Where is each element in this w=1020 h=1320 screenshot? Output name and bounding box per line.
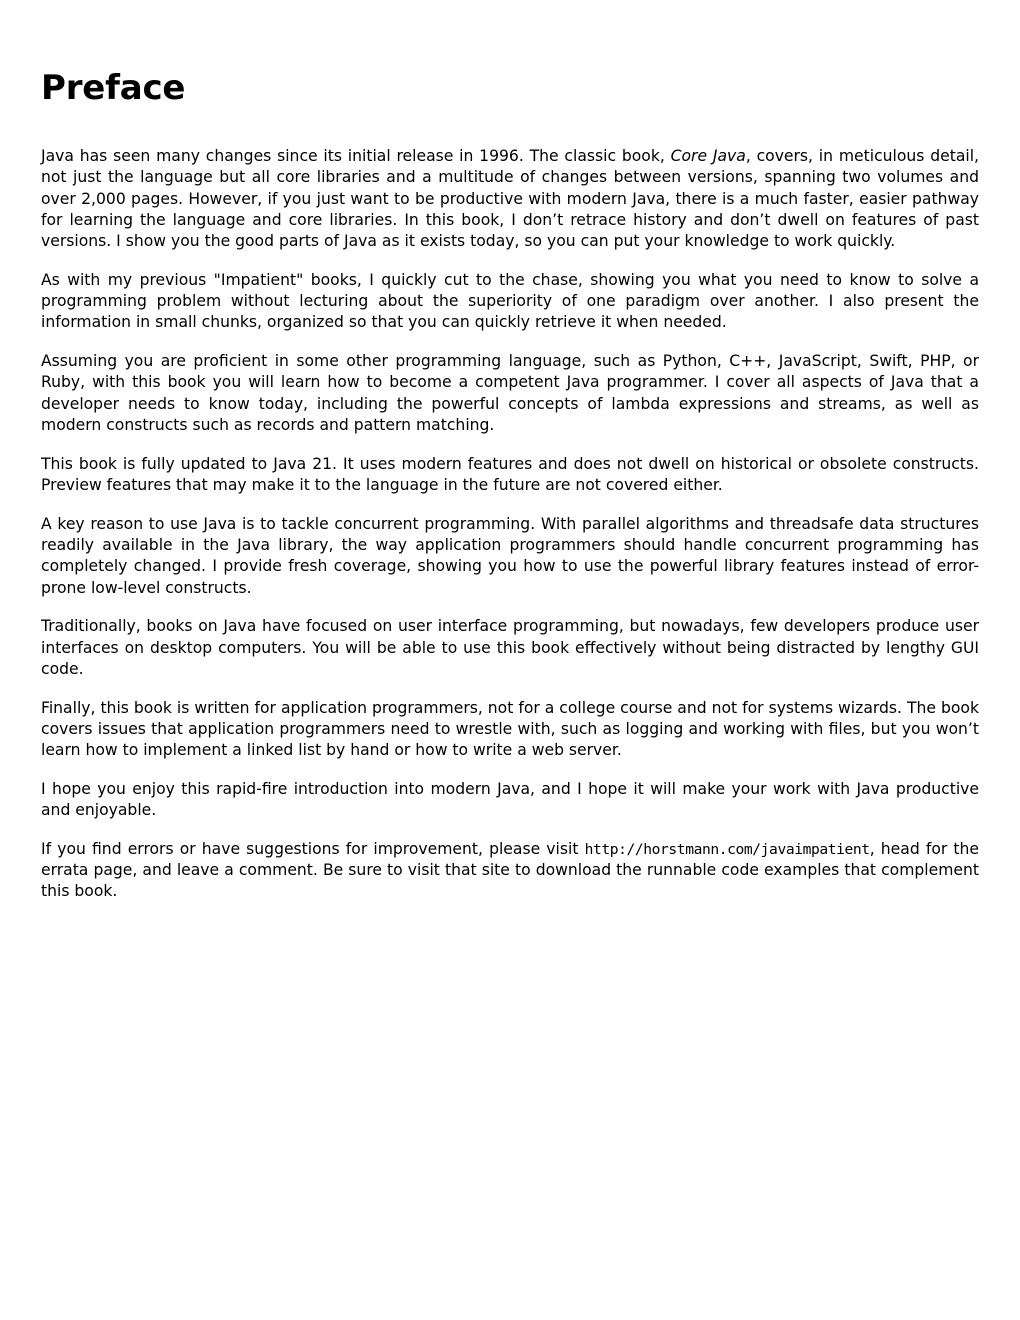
document-page bbox=[41, 0, 979, 920]
paragraph-intro bbox=[41, 146, 979, 252]
paragraph-errata bbox=[41, 839, 979, 903]
page-title: Preface bbox=[41, 68, 186, 108]
paragraph-closing-hope: I hope you enjoy this rapid-fire introduction into modern Java, and I hope it will make your work with Java productive and enjoyable. bbox=[41, 779, 979, 820]
website-url: http://horstmann.com/javaimpatient bbox=[584, 840, 870, 858]
paragraph-user-interface: Traditionally, books on Java have focused on user interface programming, but nowadays, few developers produce user interfaces on desktop computers. You will be able to use this book effectively without being distracted by lengthy GUI code. bbox=[41, 617, 979, 678]
preface-body bbox=[41, 146, 979, 903]
paragraph-intro-text-before: Java has seen many changes since its initial release in 1996. The classic book, bbox=[41, 147, 671, 165]
paragraph-impatient-books: As with my previous "Impatient" books, I quickly cut to the chase, showing you what you need to know to solve a programming problem without lecturing about the superiority of one paradigm over another. I also present the information in small chunks, organized so that you can quickly retrieve it when needed. bbox=[41, 270, 979, 332]
paragraph-intro-text-after: , covers, in meticulous detail, not just the language but all core libraries and a multitude of changes between versions, spanning two volumes and over 2,000 pages. However, if you just want to be productive with modern Java, there is a much faster, easier pathway for learning the language and core libraries. In this book, I don’t retrace history and don’t dwell on features of past versions. I show you the good parts of Java as it exists today, so you can put your knowledge to work quickly. bbox=[41, 147, 979, 251]
paragraph-audience: Assuming you are proficient in some other programming language, such as Python, C++, JavaScript, Swift, PHP, or Ruby, with this book you will learn how to become a competent Java programmer. I cover all aspects of Java that a developer needs to know today, including the powerful concepts of lambda expressions and streams, as well as modern constructs such as records and pattern matching. bbox=[41, 352, 979, 435]
paragraph-application-programmers: Finally, this book is written for application programmers, not for a college course and not for systems wizards. The book covers issues that application programmers need to wrestle with, such as logging and working with files, but you won’t learn how to implement a linked list by hand or how to write a web server. bbox=[41, 698, 979, 760]
paragraph-java-version: This book is fully updated to Java 21. It uses modern features and does not dwell on historical or obsolete constructs. Preview features that may make it to the language in the future are not covered either. bbox=[41, 454, 979, 495]
paragraph-errata-text-after: , head for the errata page, and leave a comment. Be sure to visit that site to download the runnable code examples that complement this book. bbox=[41, 839, 979, 901]
paragraph-concurrency: A key reason to use Java is to tackle concurrent programming. With parallel algorithms and threadsafe data structures readily available in the Java library, the way application programmers should handle concurrent programming has completely changed. I provide fresh coverage, showing you how to use the powerful library features instead of error-prone low-level constructs. bbox=[41, 514, 979, 597]
book-title-core-java: Core Java bbox=[670, 147, 746, 165]
paragraph-errata-text-before: If you find errors or have suggestions for improvement, please visit bbox=[41, 839, 585, 858]
